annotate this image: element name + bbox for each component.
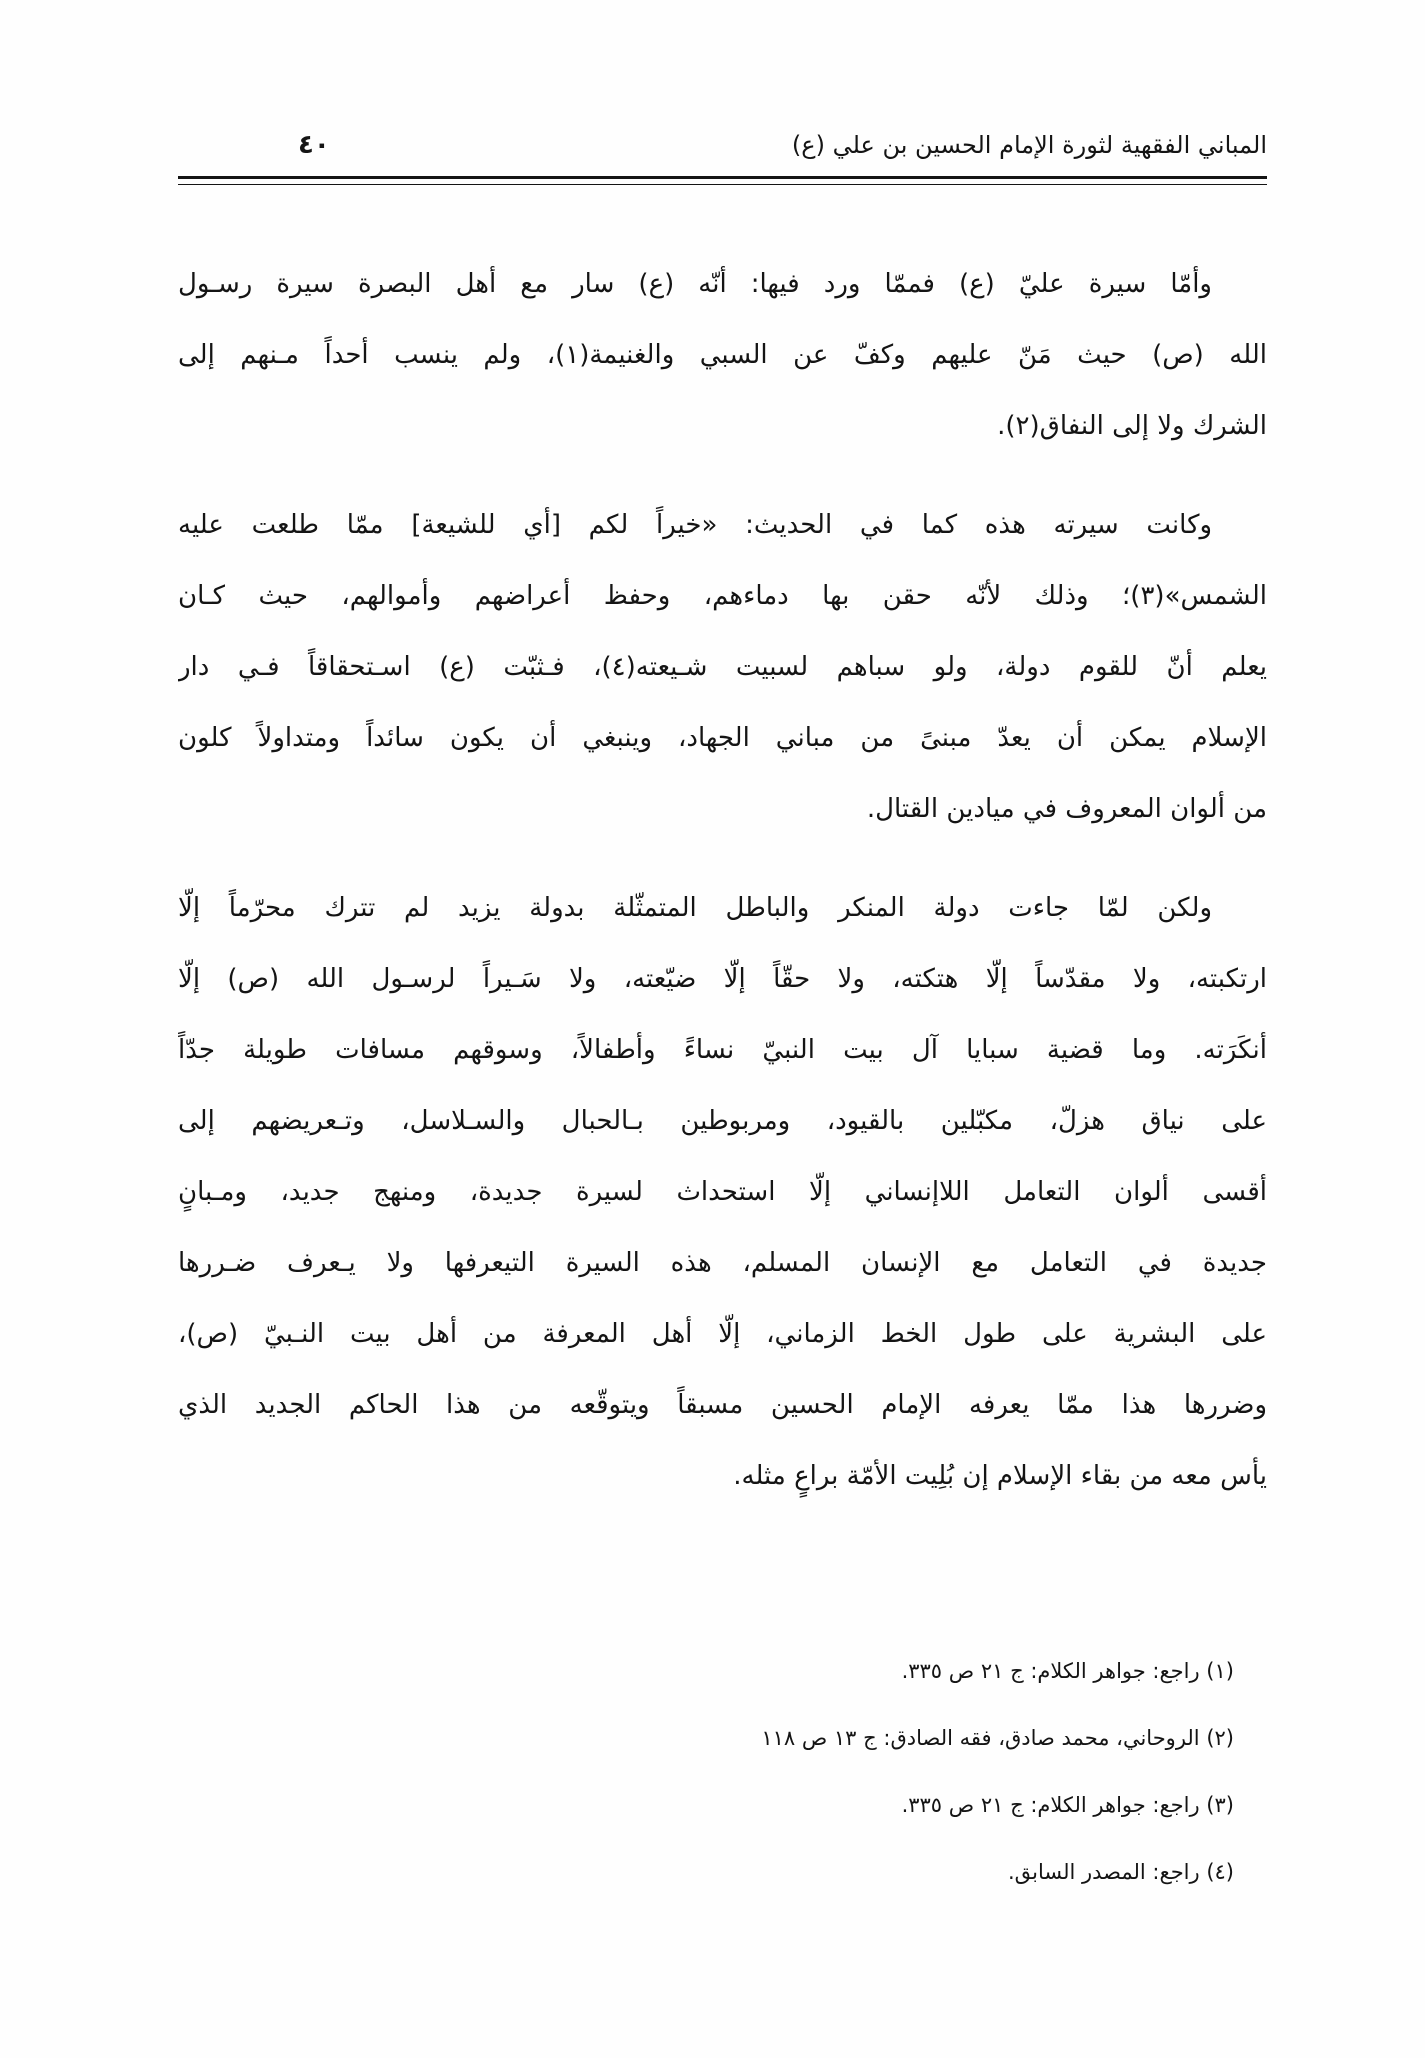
footnotes (178, 1638, 1267, 1906)
text-line: على البشرية على طول الخط الزماني، إلّا أهل المعرفة من أهل بيت النـبيّ (ص)، (178, 1319, 1267, 1349)
text-line: الشرك ولا إلى النفاق(٢). (997, 411, 1267, 441)
header-rule-thin (178, 184, 1267, 185)
paragraph (178, 490, 1267, 845)
text-line: من ألوان المعروف في ميادين القتال. (866, 794, 1267, 824)
text-line: الإسلام يمكن أن يعدّ مبنىً من مباني الجهاد، وينبغي أن يكون سائداً ومتداولاً كلون (178, 723, 1267, 753)
page-number: ٤٠ (298, 130, 330, 160)
paragraph (178, 873, 1267, 1512)
text-line: وضررها هذا ممّا يعرفه الإمام الحسين مسبقاً ويتوقّعه من هذا الحاكم الجديد الذي (178, 1390, 1267, 1420)
text-line: ولكن لمّا جاءت دولة المنكر والباطل المتمثّلة بدولة يزيد لم تترك محرّماً إلّا (178, 893, 1212, 923)
text-line: الشمس»(٣)؛ وذلك لأنّه حقن بها دماءهم، وحفظ أعراضهم وأموالهم، حيث كـان (178, 581, 1267, 611)
text-line: أقسى ألوان التعامل اللاإنساني إلّا استحداث لسيرة جديدة، ومنهج جديد، ومـبانٍ (178, 1177, 1267, 1207)
footnote: (٣) راجع: جواهر الكلام: ج ٢١ ص ٣٣٥. (901, 1793, 1234, 1817)
running-title: المباني الفقهية لثورة الإمام الحسين بن علي (ع) (791, 131, 1267, 159)
body-text (178, 249, 1267, 1512)
text-line: ارتكبته، ولا مقدّساً إلّا هتكته، ولا حقّاً إلّا ضيّعته، ولا سَـيراً لرسـول الله (ص) إلّا (178, 964, 1267, 994)
text-line: يأس معه من بقاء الإسلام إن بُلِيت الأمّة براعٍ مثله. (733, 1461, 1267, 1491)
text-line: أنكَرَته. وما قضية سبايا آل بيت النبيّ نساءً وأطفالاً، وسوقهم مسافات طويلة جدّاً (178, 1035, 1267, 1065)
text-line: على نياق هزلّ، مكبّلين بالقيود، ومربوطين بـالحبال والسـلاسل، وتـعريضهم إلى (178, 1106, 1267, 1136)
text-line: الله (ص) حيث مَنّ عليهم وكفّ عن السبي والغنيمة(١)، ولم ينسب أحداً مـنهم إلى (178, 340, 1267, 370)
text-line: وأمّا سيرة عليّ (ع) فممّا ورد فيها: أنّه (ع) سار مع أهل البصرة سيرة رسـول (178, 269, 1212, 299)
page-header (178, 120, 1267, 170)
paragraph (178, 249, 1267, 462)
footnote: (٤) راجع: المصدر السابق. (1007, 1860, 1234, 1884)
footnote: (٢) الروحاني، محمد صادق، فقه الصادق: ج ١٣ ص ١١٨ (761, 1726, 1234, 1750)
text-line: يعلم أنّ للقوم دولة، ولو سباهم لسبيت شـيعته(٤)، فـثبّت (ع) اسـتحقاقاً فـي دار (178, 652, 1267, 682)
header-rule-thick (178, 176, 1267, 179)
text-line: جديدة في التعامل مع الإنسان المسلم، هذه السيرة التيعرفها ولا يـعرف ضـررها (178, 1248, 1267, 1278)
footnote: (١) راجع: جواهر الكلام: ج ٢١ ص ٣٣٥. (901, 1659, 1234, 1683)
text-line: وكانت سيرته هذه كما في الحديث: «خيراً لكم [أي للشيعة] ممّا طلعت عليه (178, 510, 1212, 540)
